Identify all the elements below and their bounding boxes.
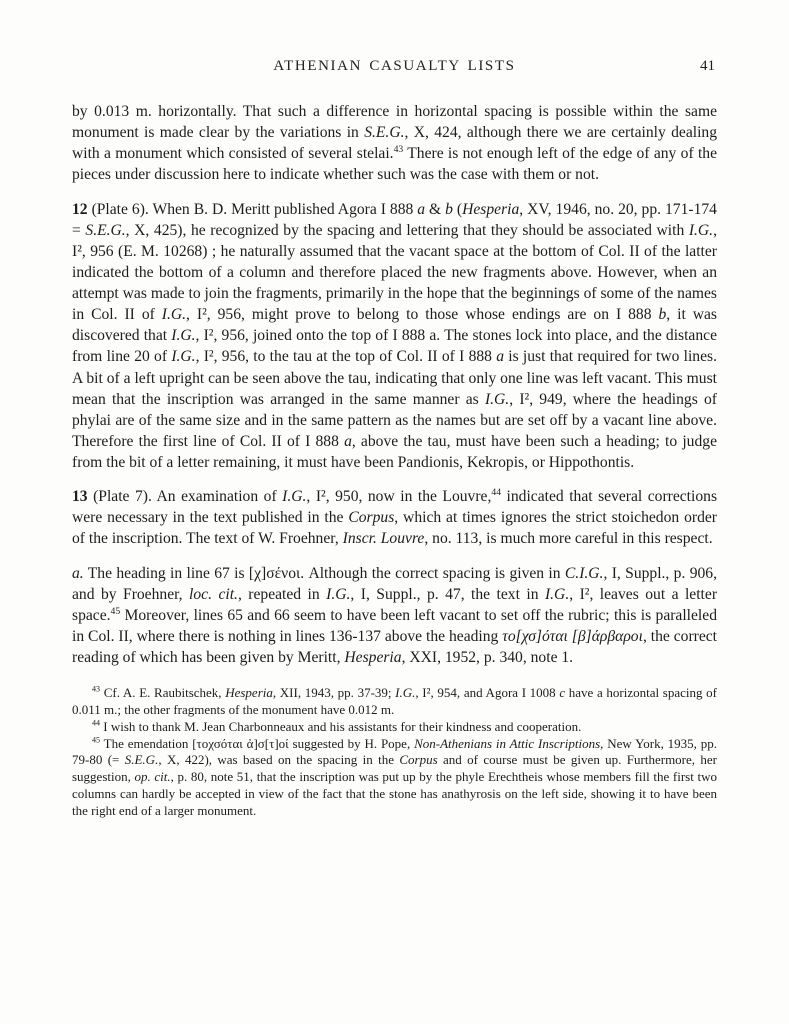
text-run: , I², 950, now in the Louvre, [306,488,492,506]
text-run: Moreover, lines 65 and 66 seem to have been left vacant to set off the rubric; this is paralleled in Col. II, where there is nothing in lines 136-137 above the heading [72,606,717,645]
text-run: 12 [72,200,88,218]
text-run: το[χσ]όται [β]άρβαροι [502,627,643,645]
paragraph-item-13a [72,563,717,669]
text-run: b [445,200,453,218]
footnote-marker: 45 [110,605,121,617]
text-run: C.I.G. [564,564,604,582]
text-run: Cf. A. E. Raubitschek, [100,685,226,701]
text-run: Hesperia [344,649,402,666]
text-run: , X, 424, although there we are certainly dealing with a monument which consisted of several stelai. [72,124,717,163]
text-run: Hesperia [462,200,520,218]
text-run: c [559,685,566,701]
text-run: , X, 425), he recognized by the spacing and lettering that they should be associated with [125,221,689,239]
text-run: S.E.G. [85,221,126,239]
text-run: , XV, 1946, no. 20, pp. 171-174 = [72,200,717,239]
text-run: , I², 956, might prove to belong to those whose endings are on I 888 [186,306,659,324]
text-run: , the correct reading of which has been given by Meritt, [72,627,718,666]
text-run: , which at times ignores the strict stoichedon order of the inscription. The text of W. Froehner, [72,509,717,548]
text-run: Non-Athenians in Attic Inscriptions, [414,735,604,751]
text-run: I.G. [282,488,307,506]
text-run: a [344,432,352,450]
footnote-marker: 44 [491,486,502,498]
text-run: I.G. [395,685,416,701]
text-run: a [496,348,505,366]
footnote-43 [72,685,717,719]
footnote-marker: 45 [92,735,101,745]
text-run: I wish to thank M. Jean Charbonneaux and his assistants for their kindness and cooperation. [100,718,582,734]
body-text [72,101,717,668]
text-run: I.G. [326,585,351,603]
text-run: Hesperia [225,685,273,701]
text-run: have a horizontal spacing of 0.011 m.; the other fragments of the monument have 0.012 m. [72,685,717,717]
text-run: I.G. [688,221,714,239]
text-run: , above the tau, must have been such a heading; to judge from the bit of a letter remaining, it must have been Pandionis, Kekropis, or Hippothontis. [72,432,717,471]
text-run: S.E.G. [124,752,159,768]
text-run: , I², leaves out a letter space. [72,585,718,624]
text-run: ( [452,200,463,218]
text-run: by 0.013 m. horizontally. That such a difference in horizontal spacing is possible within the same monument is made clear by the variations in [72,103,717,142]
footnote-marker: 44 [92,718,101,728]
text-run: Corpus [399,752,438,768]
text-run: and of course must be given up. Furthermore, her suggestion, [72,752,717,785]
text-run: I.G. [484,390,510,408]
text-run: The emendation [τοχσόται ἀ]σ[τ]οί suggested by H. Pope, [100,735,415,751]
text-run: , it was discovered that [72,306,717,345]
text-run: , repeated in [237,585,327,603]
page-header [72,58,717,75]
text-run: , XXI, 1952, p. 340, note 1. [401,649,574,666]
text-run: I.G. [171,327,196,345]
text-run: , X, 422), was based on the spacing in the [158,752,400,768]
text-run: S.E.G. [364,124,405,142]
text-run: The heading in line 67 is [χ]σένοι. Although the correct spacing is given in [83,564,565,582]
text-run: & [425,200,446,218]
text-run: New York, 1935, pp. 79-80 (= [72,735,718,768]
text-run: a. [72,564,84,582]
text-run: There is not enough left of the edge of any of the pieces under discussion here to indicate whether such was the case with them or not. [72,145,717,184]
text-run: I.G. [161,306,187,324]
text-run: loc. cit. [189,585,238,603]
text-run: , p. 80, note 51, that the inscription was put up by the phyle Erechtheis whose members fill the first two columns can hardly be accepted in view of the fact that the stone has anathyrosis on the left side, showing it to have been the right end of a larger monument. [72,769,717,818]
running-title: ATHENIAN CASUALTY LISTS [273,58,516,74]
text-run: Inscr. Louvre [342,530,425,548]
text-run: is just that required for two lines. A bit of a left upright can be seen above the tau, indicating that only one line was left vacant. This must mean that the inscription was arranged in the same manner as [72,348,717,408]
text-run: , I, Suppl., p. 47, the text in [350,585,545,603]
text-run: I.G. [544,585,570,603]
text-run: 13 [72,488,88,506]
footnote-45 [72,736,717,820]
paragraph-item-12 [72,199,717,474]
text-run: Corpus [348,509,395,527]
text-run: a [417,200,426,218]
text-run: , no. 113, is much more careful in this respect. [424,530,713,548]
text-run: (Plate 7). An examination of [87,488,283,506]
footnotes-section [72,685,717,820]
text-run: , I, Suppl., p. 906, and by Froehner, [72,564,717,603]
text-run: (Plate 6). When B. D. Meritt published Agora I 888 [87,200,418,218]
footnote-marker: 43 [393,144,404,156]
paragraph-item-13 [72,486,717,549]
text-run: , I², 956, joined onto the top of I 888 a. The stones lock into place, and the distance from line 20 of [72,327,717,366]
text-run: b [658,306,667,324]
text-run: op. cit. [134,769,171,785]
text-run: indicated that several corrections were necessary in the text published in the [72,488,718,527]
page-number: 41 [700,58,715,74]
text-run: , I², 956, to the tau at the top of Col. II of I 888 [195,348,497,366]
text-run: , I², 954, and Agora I 1008 [415,685,560,701]
paragraph-continuation [72,101,717,186]
text-run: , I², 956 (E. M. 10268) ; he naturally assumed that the vacant space at the bottom of Col. II of the latter indicated the bottom of a column and therefore placed the new fragments above. However, when an attempt was made to join the fragments, primarily in the hope that the beginnings of some of the names in Col. II of [72,221,717,324]
text-run: , I², 949, where the headings of phylai are of the same size and in the same pattern as the names but are set off by a vacant line above. Therefore the first line of Col. II of I 888 [72,390,717,450]
text-run: I.G. [171,348,196,366]
footnote-marker: 43 [92,684,101,694]
footnote-44 [72,719,717,736]
text-run: , XII, 1943, pp. 37-39; [272,685,396,701]
